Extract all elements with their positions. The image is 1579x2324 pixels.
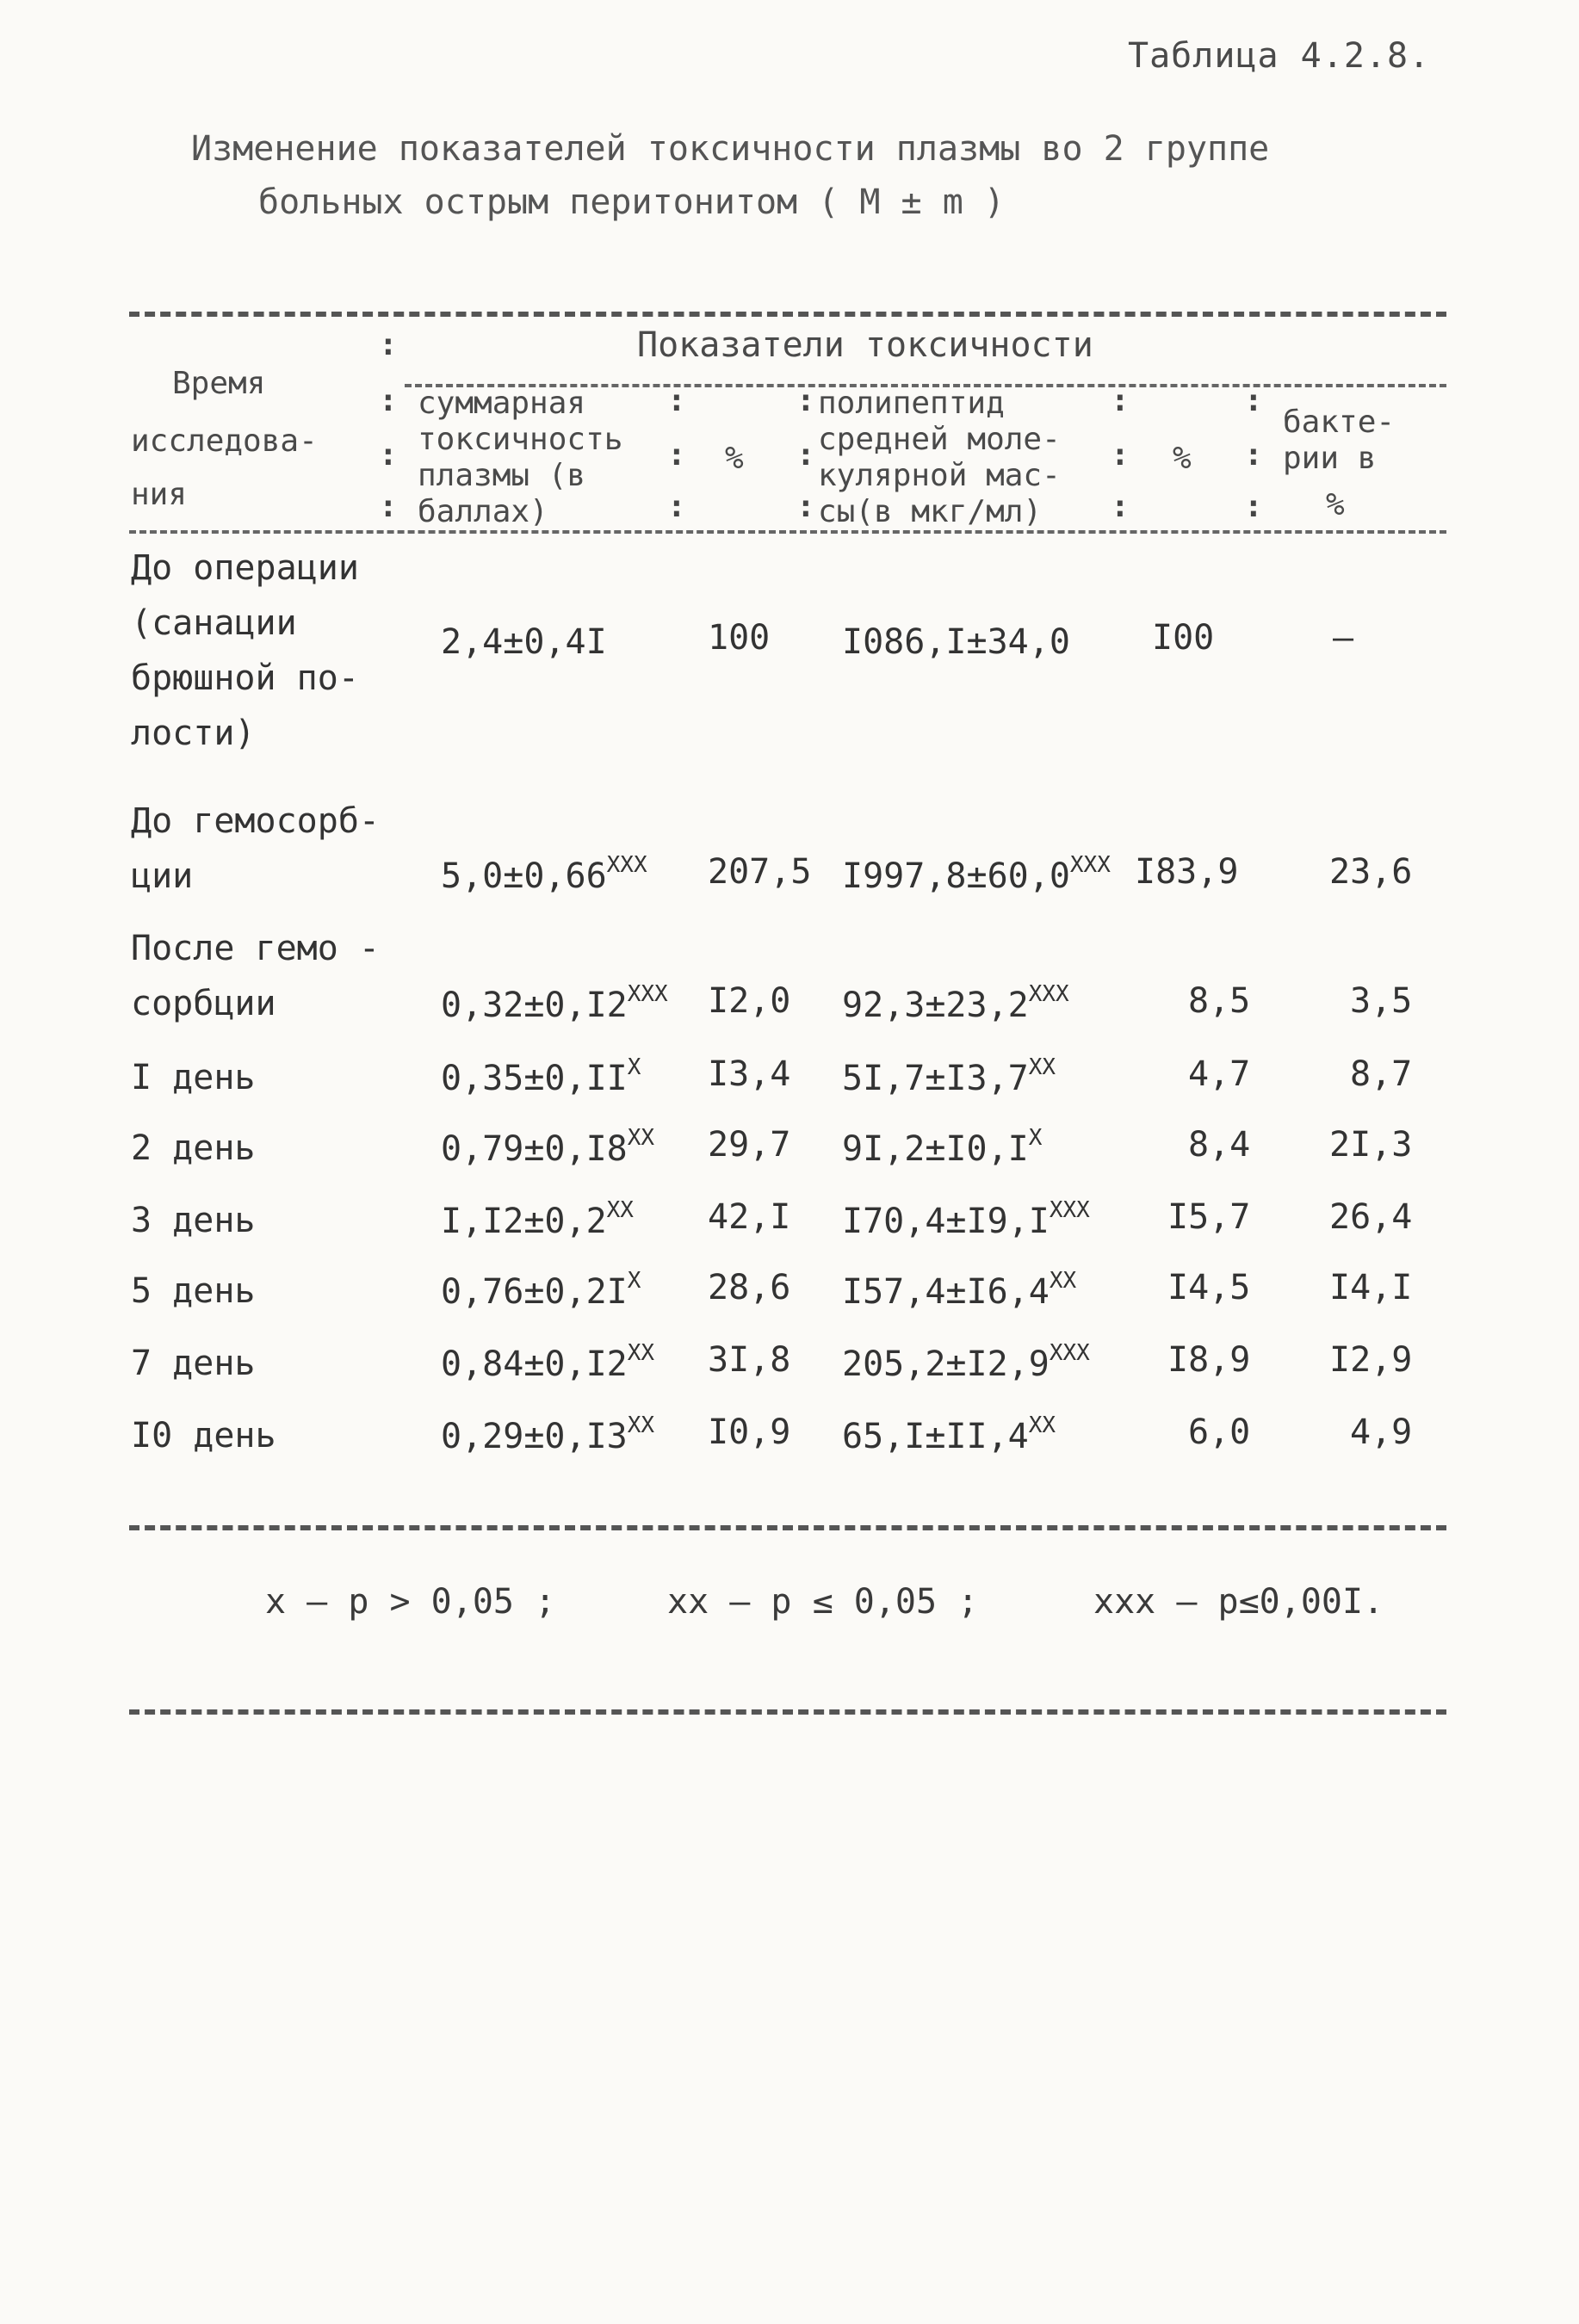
cell-tox: $I,I2\pm 0,2^{XX}$ [441,1197,634,1241]
document-page: Таблица 4.2.8. Изменение показателей токсичности плазмы во 2 группе больных острым перитонитом ( М ± m ) Время исследова- ния Показатели токсичности : : : : : : : : : : : : : : : : суммарная токсичность плазмы (в баллах) % полипептид средней моле- кулярной мас- сы(в мкг/мл) % бактe- рии в % До операции (санации брюшной по- лости) 2,4±0,4I 100 I086,I±34,0 I00 – До гемосорб- ции $5,0\pm 0,66^{XXX}$ 207,5 $I997,8\pm 60,0^{XXX}$ I83,9 23,6 После гемо - сорбции $0,32\pm 0,I2^{XXX}$ I2,0 $92,3\pm 23,2^{XXX}$ 8,5 3,5 I день $0,35\pm 0,II^X$ I3,4 $5I,7\pm I3,7^{XX}$ 4,7 8,7 2 день $0,79\pm 0,I8^{XX}$ 29,7 $9I,2\pm I0,I^X$ 8,4 2I,3 3 день $I,I2\pm 0,2^{XX}$ 42,I $I70,4\pm I9,I^{XXX}$ I5,7 26,4 5 день $0,76\pm 0,2I^X$ 28,6 $I57,4\pm I6,4^{XX}$ I4,5 I4,I 7 день $0,84\pm 0,I2^{XX}$ 3I,8 $205,2\pm I2,9^{XXX}$ I8,9 I2,9 I0 день $0,29\pm 0,I3^{XX}$ I0,9 $65,I\pm II,4^{XX}$ 6,0 4,9 x – p > 0,05 ; xx – p ≤ 0,05 ; xxx – p≤0,00I. [0,0,1579,2324]
cell-bact: 8,7 [1350,1054,1413,1094]
row-label: I день [131,1058,256,1097]
row-label: 7 день [131,1344,256,1383]
row-label: До операции (санации брюшной по- лости) [131,548,359,753]
cell-poly: $5I,7\pm I3,7^{XX}$ [842,1054,1056,1098]
header-total-line2: токсичность [418,422,623,457]
cell-pct2: I4,5 [1167,1268,1251,1307]
cell-bact: 23,6 [1329,852,1413,892]
cell-poly: $I57,4\pm I6,4^{XX}$ [842,1268,1077,1312]
cell-pct: 28,6 [708,1268,791,1307]
cell-pct: 3I,8 [708,1340,791,1380]
cell-poly: $92,3\pm 23,2^{XXX}$ [842,981,1069,1025]
footnote-3: xxx – p≤0,00I. [1093,1582,1384,1622]
header-pct: % [725,441,744,476]
row-label: 3 день [131,1201,256,1240]
row-label: 5 день [131,1271,256,1311]
header-poly-line3: кулярной мас- [818,458,1061,493]
header-group: Показатели токсичности [637,325,1093,365]
table-bottom-rule [129,1525,1446,1530]
cell-pct2: I5,7 [1167,1197,1251,1237]
header-total-line1: суммарная [418,386,586,421]
top-rule [129,312,1446,317]
header-pct2: % [1173,441,1192,476]
cell-pct2: I8,9 [1167,1340,1251,1380]
row-label: 2 день [131,1128,256,1168]
row-label: I0 день [131,1416,276,1456]
header-bact-line2: рии в [1283,441,1377,476]
cell-tox: $5,0\pm 0,66^{XXX}$ [441,852,647,896]
cell-bact: 4,9 [1350,1412,1413,1452]
header-poly-line1: полипептид [818,386,1005,421]
header-bact-line3: % [1326,487,1345,522]
row-label: После гемо - сорбции [131,929,380,1023]
header-bact-line1: бактe- [1283,405,1396,440]
cell-pct: 100 [708,618,771,658]
cell-bact: 3,5 [1350,981,1413,1021]
cell-bact: 2I,3 [1329,1125,1413,1165]
table-title-line2: больных острым перитонитом ( М ± m ) [258,182,1005,222]
cell-pct2: 8,4 [1188,1125,1251,1165]
cell-pct: I2,0 [708,981,791,1021]
cell-pct2: 4,7 [1188,1054,1251,1094]
cell-bact: I2,9 [1329,1340,1413,1380]
cell-pct2: I00 [1152,618,1215,658]
cell-pct2: 8,5 [1188,981,1251,1021]
cell-poly: $9I,2\pm I0,I^X$ [842,1125,1043,1169]
header-poly-line4: сы(в мкг/мл) [818,494,1043,529]
cell-pct: 42,I [708,1197,791,1237]
footnote-2: xx – p ≤ 0,05 ; [667,1582,979,1622]
header-total-line3: плазмы (в [418,458,586,493]
header-time-line1: Время [172,366,266,401]
header-time-line2: исследова- [131,423,318,459]
table-number: Таблица 4.2.8. [1128,36,1431,76]
header-poly-line2: средней моле- [818,422,1061,457]
footnote-bottom-rule [129,1709,1446,1715]
cell-bact: 26,4 [1329,1197,1413,1237]
cell-poly: I086,I±34,0 [842,622,1070,662]
cell-tox: $0,35\pm 0,II^X$ [441,1054,641,1098]
cell-pct: I0,9 [708,1412,791,1452]
cell-bact: I4,I [1329,1268,1413,1307]
cell-pct: 207,5 [708,852,812,892]
table-title-line1: Изменение показателей токсичности плазмы во 2 группе [191,129,1270,169]
cell-tox: $0,76\pm 0,2I^X$ [441,1268,641,1312]
cell-pct: I3,4 [708,1054,791,1094]
cell-pct2: I83,9 [1135,852,1239,892]
cell-poly: $I997,8\pm 60,0^{XXX}$ [842,852,1111,896]
cell-poly: $205,2\pm I2,9^{XXX}$ [842,1340,1090,1384]
cell-pct: 29,7 [708,1125,791,1165]
cell-bact: – [1333,618,1354,658]
row-label: До гемосорб- ции [131,801,380,896]
cell-tox: $0,84\pm 0,I2^{XX}$ [441,1340,655,1384]
footnote-1: x – p > 0,05 ; [265,1582,556,1622]
header-time-line3: ния [131,477,188,512]
header-bottom-rule [129,530,1446,534]
cell-poly: $65,I\pm II,4^{XX}$ [842,1412,1056,1456]
cell-tox: $0,79\pm 0,I8^{XX}$ [441,1125,655,1169]
cell-pct2: 6,0 [1188,1412,1251,1452]
cell-tox: $0,29\pm 0,I3^{XX}$ [441,1412,655,1456]
cell-tox: $0,32\pm 0,I2^{XXX}$ [441,981,668,1025]
cell-poly: $I70,4\pm I9,I^{XXX}$ [842,1197,1090,1241]
header-total-line4: баллах) [418,494,548,529]
cell-tox: 2,4±0,4I [441,622,607,662]
